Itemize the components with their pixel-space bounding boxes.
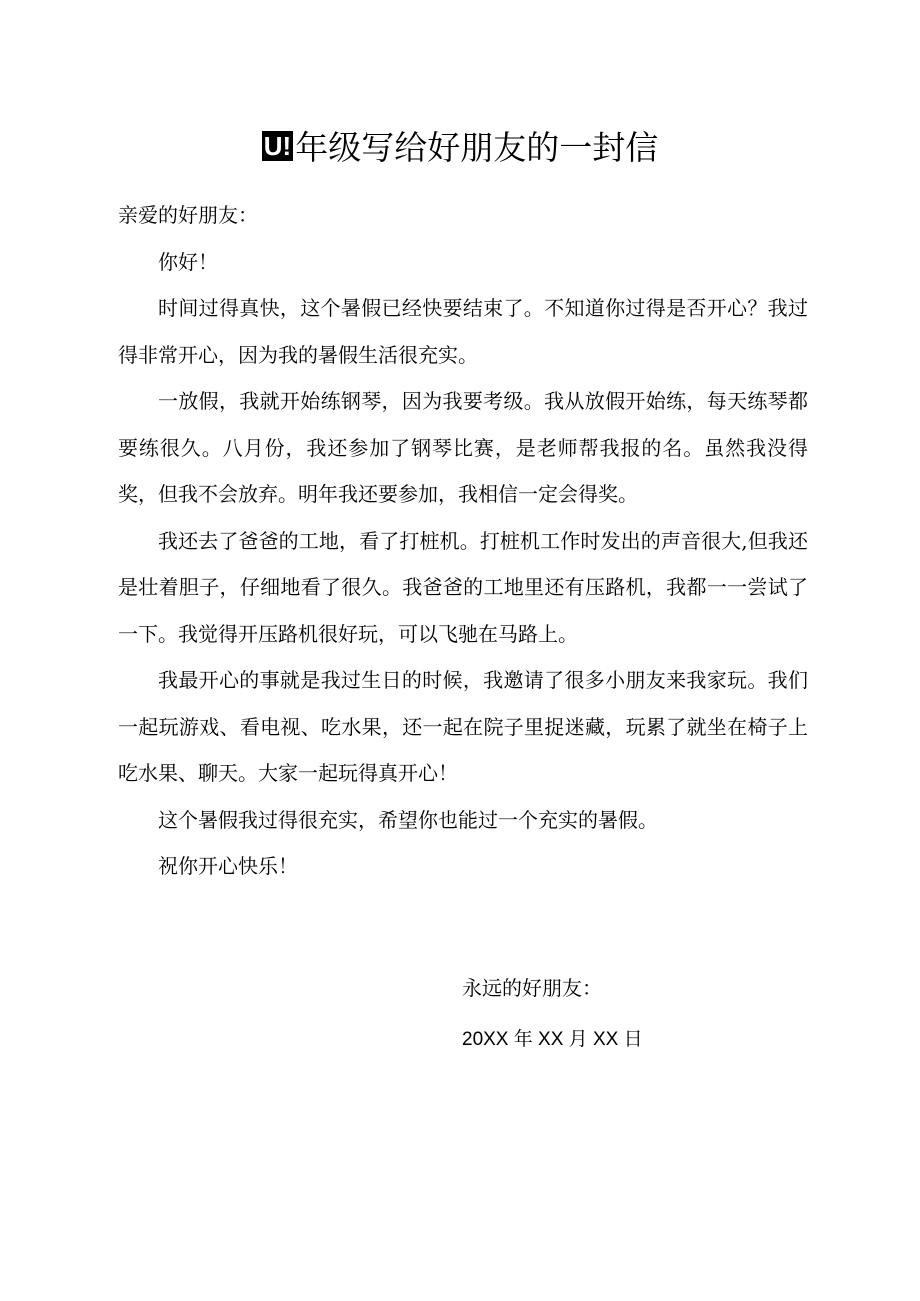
greeting: 你好！ [158, 249, 218, 274]
paragraph-3: 我还去了爸爸的工地，看了打桩机。打桩机工作时发出的声音很大,但我还是壮着胆子，仔细地看了很久。我爸爸的工地里还有压路机，我都一一尝试了一下。我觉得开压路机很好玩，可以飞驰在马路上。 [118, 528, 808, 646]
page-title [0, 118, 920, 178]
closing: 祝你开心快乐！ [158, 854, 298, 878]
signature-line: 永远的好朋友： [462, 976, 602, 1000]
paragraph-1: 时间过得真快，这个暑假已经快要结束了。不知道你过得是否开心？我过得非常开心，因为我的暑假生活很充实。 [118, 296, 808, 367]
paragraph-5: 这个暑假我过得很充实，希望你也能过一个充实的暑假。 [158, 807, 658, 832]
paragraph-4: 我最开心的事就是我过生日的时候，我邀请了很多小朋友来我家玩。我们一起玩游戏、看电视、吃水果，还一起在院子里捉迷藏，玩累了就坐在椅子上吃水果、聊天。大家一起玩得真开心！ [118, 668, 808, 785]
date-line: 20XX 年 XX 月 XX 日 [462, 1029, 643, 1050]
signature-block [462, 962, 643, 1066]
paragraph-2: 一放假，我就开始练钢琴，因为我要考级。我从放假开始练，每天练琴都要练很久。八月份，我还参加了钢琴比赛，是老师帮我报的名。虽然我没得奖，但我不会放弃。明年我还要参加，我相信一定会得奖。 [118, 389, 808, 506]
letter-body [118, 192, 808, 890]
title-text: 年级写给好朋友的一封信 [295, 128, 659, 167]
salutation: 亲爱的好朋友： [118, 203, 258, 227]
title-prefix-glyph: U! [263, 131, 292, 161]
